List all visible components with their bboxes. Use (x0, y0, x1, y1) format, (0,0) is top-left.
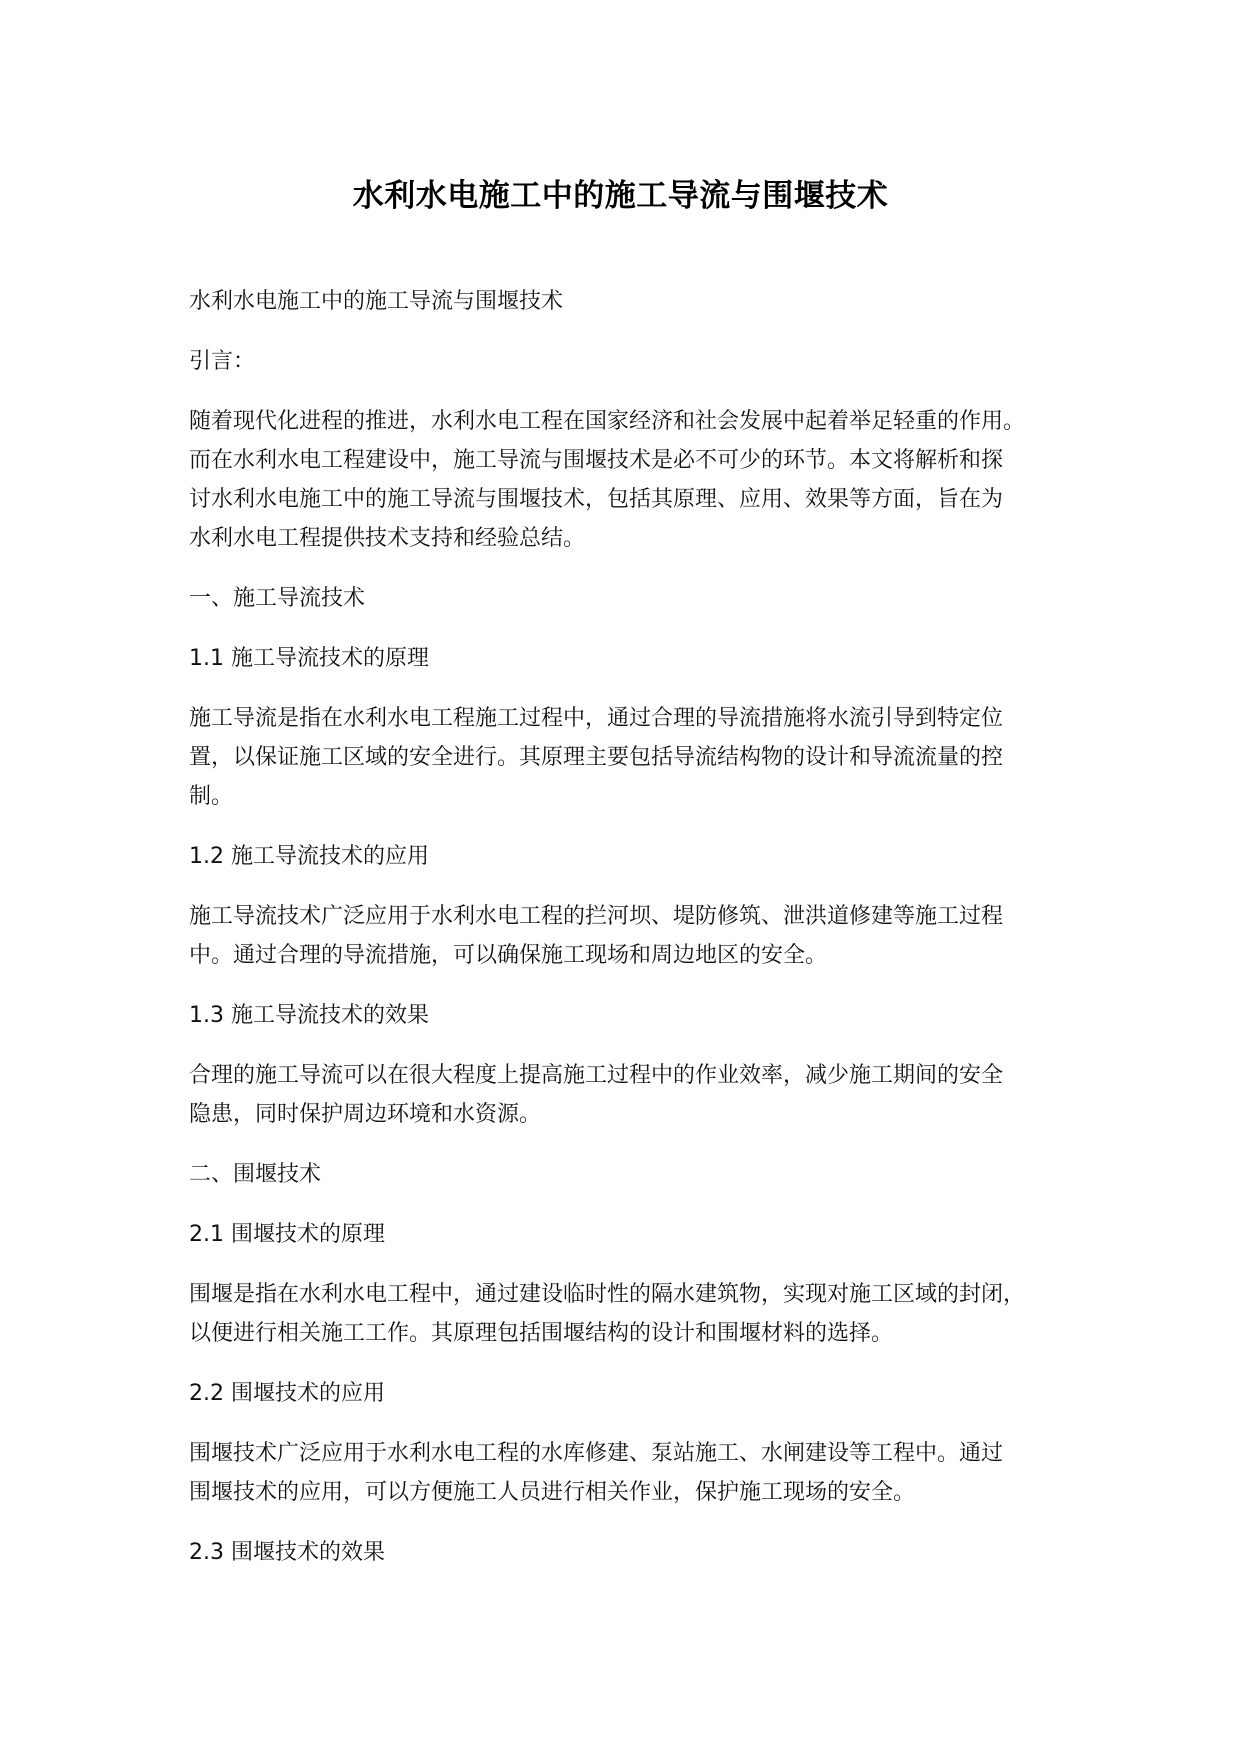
subsection-1-1-heading: 1.1 施工导流技术的原理 (189, 646, 429, 671)
paragraph-line: 围堰技术的应用，可以方便施工人员进行相关作业，保护施工现场的安全。 (189, 1480, 916, 1505)
subsection-1-3-paragraph (189, 1056, 1089, 1134)
paragraph-line: 隐患，同时保护周边环境和水资源。 (189, 1102, 542, 1127)
subsection-heading (189, 639, 1089, 678)
section-heading (189, 579, 1089, 618)
intro-paragraph (189, 402, 1089, 558)
subsection-2-1-paragraph (189, 1275, 1089, 1353)
document-title: 水利水电施工中的施工导流与围堰技术 (352, 178, 889, 214)
subsection-1-1-paragraph (189, 699, 1089, 816)
subtitle-paragraph (189, 282, 1089, 321)
intro-line: 而在水利水电工程建设中，施工导流与围堰技术是必不可少的环节。本文将解析和探 (189, 448, 1004, 473)
section-1-heading: 一、施工导流技术 (189, 586, 366, 611)
intro-heading-paragraph (189, 342, 1089, 381)
intro-line: 水利水电工程提供技术支持和经验总结。 (189, 526, 586, 551)
subsection-2-2-heading: 2.2 围堰技术的应用 (189, 1381, 385, 1406)
document-body (189, 282, 1089, 1593)
subsection-heading (189, 1215, 1089, 1254)
paragraph-line: 制。 (189, 784, 234, 809)
subsection-1-3-heading: 1.3 施工导流技术的效果 (189, 1003, 429, 1028)
subsection-2-2-paragraph (189, 1434, 1089, 1512)
paragraph-line: 围堰技术广泛应用于水利水电工程的水库修建、泵站施工、水闸建设等工程中。通过 (189, 1441, 1004, 1466)
section-2-heading: 二、围堰技术 (189, 1162, 322, 1187)
paragraph-line: 中。通过合理的导流措施，可以确保施工现场和周边地区的安全。 (189, 943, 828, 968)
paragraph-line: 施工导流是指在水利水电工程施工过程中，通过合理的导流措施将水流引导到特定位 (189, 706, 1004, 731)
intro-heading: 引言： (189, 349, 256, 374)
paragraph-line: 以便进行相关施工工作。其原理包括围堰结构的设计和围堰材料的选择。 (189, 1321, 894, 1346)
subsection-heading (189, 837, 1089, 876)
intro-line: 讨水利水电施工中的施工导流与围堰技术，包括其原理、应用、效果等方面，旨在为 (189, 487, 1004, 512)
subsection-1-2-heading: 1.2 施工导流技术的应用 (189, 844, 429, 869)
paragraph-line: 合理的施工导流可以在很大程度上提高施工过程中的作业效率，减少施工期间的安全 (189, 1063, 1004, 1088)
subsection-heading (189, 1533, 1089, 1572)
subsection-2-1-heading: 2.1 围堰技术的原理 (189, 1222, 385, 1247)
paragraph-line: 置，以保证施工区域的安全进行。其原理主要包括导流结构物的设计和导流流量的控 (189, 745, 1004, 770)
intro-line: 随着现代化进程的推进，水利水电工程在国家经济和社会发展中起着举足轻重的作用。 (189, 409, 1026, 434)
section-heading (189, 1155, 1089, 1194)
subsection-1-2-paragraph (189, 897, 1089, 975)
paragraph-line: 围堰是指在水利水电工程中，通过建设临时性的隔水建筑物，实现对施工区域的封闭， (189, 1282, 1026, 1307)
paragraph-line: 施工导流技术广泛应用于水利水电工程的拦河坝、堤防修筑、泄洪道修建等施工过程 (189, 904, 1004, 929)
subsection-heading (189, 996, 1089, 1035)
subsection-heading (189, 1374, 1089, 1413)
subtitle-text: 水利水电施工中的施工导流与围堰技术 (189, 289, 564, 314)
subsection-2-3-heading: 2.3 围堰技术的效果 (189, 1540, 385, 1565)
